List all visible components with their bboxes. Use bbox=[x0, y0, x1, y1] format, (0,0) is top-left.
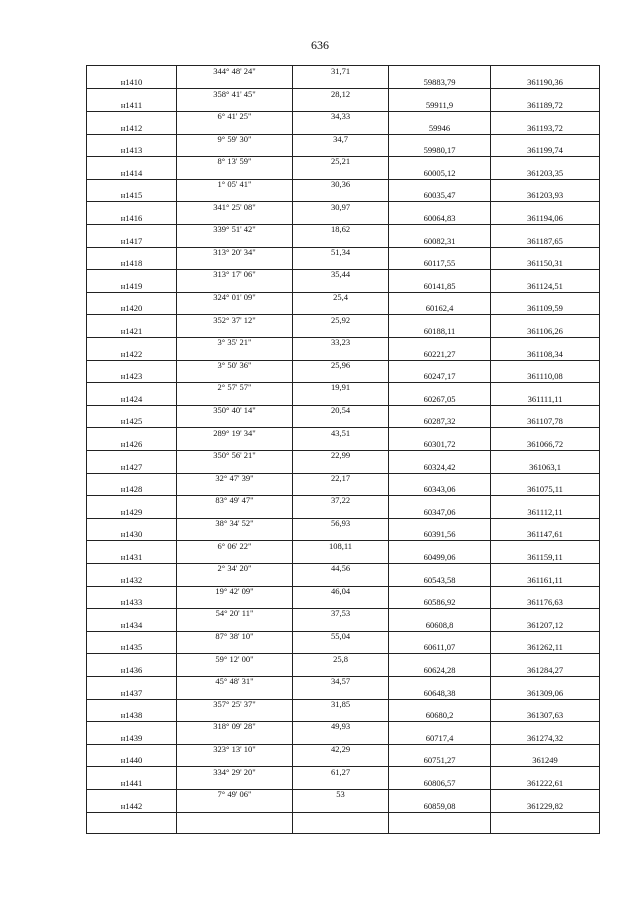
length-cell: 25,92 bbox=[330, 314, 351, 325]
segment-row bbox=[87, 631, 599, 642]
length-cell: 42,29 bbox=[330, 744, 351, 754]
point-row bbox=[87, 733, 599, 745]
bearing-cell: 324° 01' 09" bbox=[213, 292, 256, 302]
bearing-cell: 357° 25' 37" bbox=[213, 698, 256, 709]
point-row bbox=[87, 190, 599, 202]
point-row bbox=[87, 552, 599, 564]
x-coordinate-cell: 60005,12 bbox=[423, 167, 456, 178]
segment-row bbox=[87, 247, 599, 258]
point-name-cell: н1426 bbox=[120, 438, 143, 449]
bearing-cell: 352° 37' 12" bbox=[213, 314, 256, 325]
point-name-cell: н1441 bbox=[120, 777, 143, 788]
length-cell: 34,57 bbox=[330, 676, 351, 687]
point-name-cell: н1415 bbox=[120, 190, 143, 201]
point-row bbox=[87, 801, 599, 813]
x-coordinate-cell: 60247,17 bbox=[423, 371, 456, 382]
y-coordinate-cell: 361147,61 bbox=[527, 529, 563, 540]
y-coordinate-cell: 361262,11 bbox=[527, 642, 563, 653]
x-coordinate-cell: 60717,4 bbox=[425, 732, 454, 743]
point-row bbox=[87, 462, 599, 474]
length-cell: 25,4 bbox=[333, 292, 348, 302]
bearing-cell: 334° 29' 20" bbox=[213, 766, 256, 777]
segment-row bbox=[87, 111, 599, 122]
segment-row bbox=[87, 676, 599, 687]
bearing-cell: 59° 12' 00" bbox=[215, 653, 254, 664]
length-cell: 34,7 bbox=[333, 133, 348, 144]
y-coordinate-cell: 361309,06 bbox=[526, 687, 564, 698]
y-coordinate-cell: 361150,31 bbox=[527, 258, 563, 269]
point-name-cell: н1427 bbox=[120, 461, 143, 472]
y-coordinate-cell: 361274,32 bbox=[526, 732, 564, 743]
bearing-cell: 7° 49' 06" bbox=[217, 789, 252, 800]
length-cell: 30,36 bbox=[330, 179, 351, 189]
segment-row bbox=[87, 473, 599, 484]
segment-row bbox=[87, 699, 599, 710]
segment-row bbox=[87, 269, 599, 280]
x-coordinate-cell: 60141,85 bbox=[423, 280, 456, 291]
x-coordinate-cell: 60064,83 bbox=[423, 212, 456, 223]
y-coordinate-cell: 361190,36 bbox=[527, 77, 563, 88]
segment-row bbox=[87, 202, 599, 213]
point-row bbox=[87, 258, 599, 270]
length-cell: 43,51 bbox=[330, 427, 351, 438]
x-coordinate-cell: 60391,56 bbox=[423, 529, 456, 540]
x-coordinate-cell: 59911,9 bbox=[425, 99, 454, 110]
length-cell: 25,96 bbox=[330, 359, 351, 370]
x-coordinate-cell: 60586,92 bbox=[423, 597, 456, 608]
bearing-cell: 38° 34' 52" bbox=[215, 518, 254, 528]
x-coordinate-cell: 60347,06 bbox=[423, 506, 456, 517]
y-coordinate-cell: 361066,72 bbox=[526, 438, 564, 449]
length-cell: 56,93 bbox=[330, 518, 351, 528]
point-row bbox=[87, 416, 599, 428]
x-coordinate-cell: 60611,07 bbox=[423, 642, 456, 653]
x-coordinate-cell: 60117,55 bbox=[423, 258, 456, 269]
y-coordinate-cell: 361124,51 bbox=[527, 280, 563, 291]
y-coordinate-cell: 361106,26 bbox=[527, 325, 563, 336]
point-row bbox=[87, 688, 599, 700]
y-coordinate-cell: 361284,27 bbox=[526, 664, 564, 675]
y-coordinate-cell: 361176,63 bbox=[527, 597, 563, 608]
segment-row bbox=[87, 224, 599, 235]
length-cell: 44,56 bbox=[330, 563, 351, 574]
bearing-cell: 2° 34' 20" bbox=[217, 563, 252, 574]
point-name-cell: н1424 bbox=[120, 393, 143, 404]
point-row bbox=[87, 665, 599, 677]
x-coordinate-cell: 60162,4 bbox=[425, 303, 454, 314]
bearing-cell: 350° 56' 21" bbox=[213, 450, 256, 461]
bearing-cell: 358° 41' 45" bbox=[213, 88, 256, 99]
point-row bbox=[87, 710, 599, 722]
x-coordinate-cell: 59883,79 bbox=[423, 77, 456, 88]
point-name-cell: н1438 bbox=[120, 710, 143, 721]
y-coordinate-cell: 361112,11 bbox=[527, 506, 563, 517]
point-name-cell: н1428 bbox=[120, 484, 143, 495]
y-coordinate-cell: 361161,11 bbox=[527, 574, 563, 585]
point-row bbox=[87, 394, 599, 406]
bearing-cell: 313° 17' 06" bbox=[213, 269, 256, 280]
bearing-cell: 1° 05' 41" bbox=[217, 179, 252, 189]
y-coordinate-cell: 361075,11 bbox=[527, 484, 563, 495]
x-coordinate-cell: 60499,06 bbox=[423, 551, 456, 562]
segment-row bbox=[87, 428, 599, 439]
y-coordinate-cell: 361187,65 bbox=[527, 235, 563, 246]
length-cell: 20,54 bbox=[330, 405, 351, 415]
point-name-cell: н1442 bbox=[120, 800, 143, 811]
y-coordinate-cell: 361203,35 bbox=[526, 167, 564, 178]
point-name-cell: н1421 bbox=[120, 325, 143, 336]
length-cell: 22,17 bbox=[330, 472, 351, 483]
y-coordinate-cell: 361307,63 bbox=[526, 710, 564, 721]
bearing-cell: 8° 13' 59" bbox=[217, 156, 252, 167]
point-row bbox=[87, 439, 599, 451]
point-name-cell: н1419 bbox=[120, 280, 143, 291]
point-name-cell: н1430 bbox=[120, 529, 143, 540]
page-number: 636 bbox=[311, 38, 329, 52]
length-cell: 46,04 bbox=[330, 585, 351, 596]
point-name-cell: н1440 bbox=[120, 755, 143, 766]
point-name-cell: н1414 bbox=[120, 167, 143, 178]
x-coordinate-cell: 60324,42 bbox=[423, 461, 456, 472]
bearing-cell: 87° 38' 10" bbox=[215, 631, 254, 641]
point-row bbox=[87, 371, 599, 383]
segment-row bbox=[87, 292, 599, 303]
y-coordinate-cell: 361108,34 bbox=[527, 348, 563, 359]
segment-row bbox=[87, 744, 599, 755]
segment-row bbox=[87, 541, 599, 552]
point-row bbox=[87, 529, 599, 541]
point-row bbox=[87, 642, 599, 654]
point-name-cell: н1416 bbox=[120, 212, 143, 223]
bearing-cell: 9° 59' 30" bbox=[217, 133, 252, 144]
point-row bbox=[87, 507, 599, 519]
length-cell: 30,97 bbox=[330, 201, 351, 212]
point-name-cell: н1410 bbox=[120, 77, 143, 88]
length-cell: 31,85 bbox=[330, 698, 351, 709]
length-cell: 61,27 bbox=[330, 766, 351, 777]
bearing-cell: 3° 50' 36" bbox=[217, 359, 252, 370]
segment-row bbox=[87, 66, 599, 77]
y-coordinate-cell: 361249 bbox=[532, 755, 558, 766]
point-name-cell: н1420 bbox=[120, 303, 143, 314]
point-row bbox=[87, 620, 599, 632]
y-coordinate-cell: 361222,61 bbox=[526, 777, 564, 788]
point-row bbox=[87, 145, 599, 157]
y-coordinate-cell: 361109,59 bbox=[527, 303, 563, 314]
point-row bbox=[87, 597, 599, 609]
y-coordinate-cell: 361207,12 bbox=[526, 619, 564, 630]
point-name-cell: н1439 bbox=[120, 732, 143, 743]
segment-row bbox=[87, 495, 599, 506]
point-name-cell: н1423 bbox=[120, 371, 143, 382]
bearing-cell: 323° 13' 10" bbox=[213, 744, 256, 754]
bearing-cell: 350° 40' 14" bbox=[213, 405, 256, 415]
x-coordinate-cell: 60221,27 bbox=[423, 348, 456, 359]
segment-row bbox=[87, 608, 599, 619]
point-name-cell: н1422 bbox=[120, 348, 143, 359]
bearing-cell: 289° 19' 34" bbox=[213, 427, 256, 438]
length-cell: 51,34 bbox=[330, 246, 351, 257]
point-name-cell: н1413 bbox=[120, 145, 143, 156]
point-row bbox=[87, 77, 599, 89]
bearing-cell: 313° 20' 34" bbox=[213, 246, 256, 257]
bearing-cell: 341° 25' 08" bbox=[213, 201, 256, 212]
y-coordinate-cell: 361110,08 bbox=[527, 371, 563, 382]
length-cell: 108,11 bbox=[328, 540, 353, 551]
length-cell: 49,93 bbox=[330, 721, 351, 732]
length-cell: 22,99 bbox=[330, 450, 351, 461]
y-coordinate-cell: 361063,1 bbox=[529, 461, 561, 472]
bearing-cell: 339° 51' 42" bbox=[213, 224, 256, 235]
point-name-cell: н1425 bbox=[120, 416, 143, 427]
x-coordinate-cell: 60082,31 bbox=[423, 235, 456, 246]
bearing-cell: 318° 09' 28" bbox=[213, 721, 256, 732]
x-coordinate-cell: 60608,8 bbox=[425, 619, 454, 630]
bearing-cell: 6° 41' 25" bbox=[217, 111, 252, 122]
segment-row bbox=[87, 179, 599, 190]
point-name-cell: н1436 bbox=[120, 664, 143, 675]
length-cell: 35,44 bbox=[330, 269, 351, 280]
y-coordinate-cell: 361193,72 bbox=[527, 122, 563, 133]
point-name-cell: н1433 bbox=[120, 597, 143, 608]
segment-row bbox=[87, 563, 599, 574]
segment-row bbox=[87, 337, 599, 348]
bearing-cell: 54° 20' 11" bbox=[215, 608, 254, 619]
length-cell: 18,62 bbox=[330, 224, 351, 235]
segment-row bbox=[87, 450, 599, 461]
point-row bbox=[87, 168, 599, 180]
x-coordinate-cell: 60267,05 bbox=[423, 393, 456, 404]
segment-row bbox=[87, 134, 599, 145]
segment-row bbox=[87, 382, 599, 393]
x-coordinate-cell: 59946 bbox=[428, 122, 451, 133]
x-coordinate-cell: 60188,11 bbox=[423, 325, 456, 336]
point-row bbox=[87, 100, 599, 112]
point-name-cell: н1412 bbox=[120, 122, 143, 133]
point-name-cell: н1431 bbox=[120, 551, 143, 562]
point-row bbox=[87, 303, 599, 315]
segment-row bbox=[87, 518, 599, 529]
y-coordinate-cell: 361203,93 bbox=[526, 190, 564, 201]
bearing-cell: 32° 47' 39" bbox=[215, 472, 254, 483]
x-coordinate-cell: 60301,72 bbox=[423, 438, 456, 449]
x-coordinate-cell: 60680,2 bbox=[425, 710, 454, 721]
length-cell: 55,04 bbox=[330, 631, 351, 641]
bearing-cell: 45° 48' 31" bbox=[215, 676, 254, 687]
length-cell: 33,23 bbox=[330, 337, 351, 348]
bearing-cell: 6° 06' 22" bbox=[217, 540, 252, 551]
point-name-cell: н1437 bbox=[120, 687, 143, 698]
segment-row bbox=[87, 789, 599, 800]
point-row bbox=[87, 281, 599, 293]
x-coordinate-cell: 60806,57 bbox=[423, 777, 456, 788]
x-coordinate-cell: 60624,28 bbox=[423, 664, 456, 675]
y-coordinate-cell: 361107,78 bbox=[527, 416, 563, 427]
x-coordinate-cell: 60543,58 bbox=[423, 574, 456, 585]
segment-row bbox=[87, 89, 599, 100]
length-cell: 25,21 bbox=[330, 156, 351, 167]
y-coordinate-cell: 361111,11 bbox=[527, 393, 563, 404]
point-name-cell: н1432 bbox=[120, 574, 143, 585]
point-row bbox=[87, 778, 599, 790]
bearing-cell: 83° 49' 47" bbox=[215, 495, 254, 506]
point-row bbox=[87, 575, 599, 587]
x-coordinate-cell: 59980,17 bbox=[423, 145, 456, 156]
segment-row bbox=[87, 315, 599, 326]
point-name-cell: н1417 bbox=[120, 235, 143, 246]
point-row bbox=[87, 123, 599, 135]
segment-row bbox=[87, 721, 599, 732]
x-coordinate-cell: 60859,08 bbox=[423, 800, 456, 811]
bearing-cell: 2° 57' 57" bbox=[217, 382, 252, 393]
length-cell: 19,91 bbox=[330, 382, 351, 393]
coordinates-table bbox=[86, 65, 600, 834]
segment-row bbox=[87, 360, 599, 371]
segment-row bbox=[87, 654, 599, 665]
point-name-cell: н1429 bbox=[120, 506, 143, 517]
x-coordinate-cell: 60035,47 bbox=[423, 190, 456, 201]
segment-row bbox=[87, 767, 599, 778]
bearing-cell: 3° 35' 21" bbox=[217, 337, 252, 348]
y-coordinate-cell: 361229,82 bbox=[526, 800, 564, 811]
x-coordinate-cell: 60648,38 bbox=[423, 687, 456, 698]
point-row bbox=[87, 349, 599, 361]
x-coordinate-cell: 60343,06 bbox=[423, 484, 456, 495]
point-name-cell: н1418 bbox=[120, 258, 143, 269]
y-coordinate-cell: 361189,72 bbox=[527, 99, 563, 110]
length-cell: 37,22 bbox=[330, 495, 351, 506]
length-cell: 25,8 bbox=[333, 653, 348, 664]
point-row bbox=[87, 236, 599, 248]
point-name-cell: н1435 bbox=[120, 642, 143, 653]
bearing-cell: 19° 42' 09" bbox=[215, 585, 254, 596]
length-cell: 34,33 bbox=[330, 111, 351, 122]
point-name-cell: н1411 bbox=[120, 99, 143, 110]
point-row bbox=[87, 484, 599, 496]
bearing-cell: 344° 48' 24" bbox=[213, 66, 256, 76]
point-row bbox=[87, 326, 599, 338]
segment-row bbox=[87, 586, 599, 597]
length-cell: 37,53 bbox=[330, 608, 351, 619]
x-coordinate-cell: 60751,27 bbox=[423, 755, 456, 766]
segment-row bbox=[87, 156, 599, 167]
length-cell: 31,71 bbox=[330, 66, 351, 76]
point-row bbox=[87, 755, 599, 767]
segment-row bbox=[87, 405, 599, 416]
y-coordinate-cell: 361159,11 bbox=[527, 551, 563, 562]
length-cell: 28,12 bbox=[330, 88, 351, 99]
y-coordinate-cell: 361199,74 bbox=[527, 145, 563, 156]
length-cell: 53 bbox=[336, 789, 345, 800]
point-name-cell: н1434 bbox=[120, 619, 143, 630]
point-row bbox=[87, 213, 599, 225]
y-coordinate-cell: 361194,06 bbox=[527, 212, 563, 223]
x-coordinate-cell: 60287,32 bbox=[423, 416, 456, 427]
